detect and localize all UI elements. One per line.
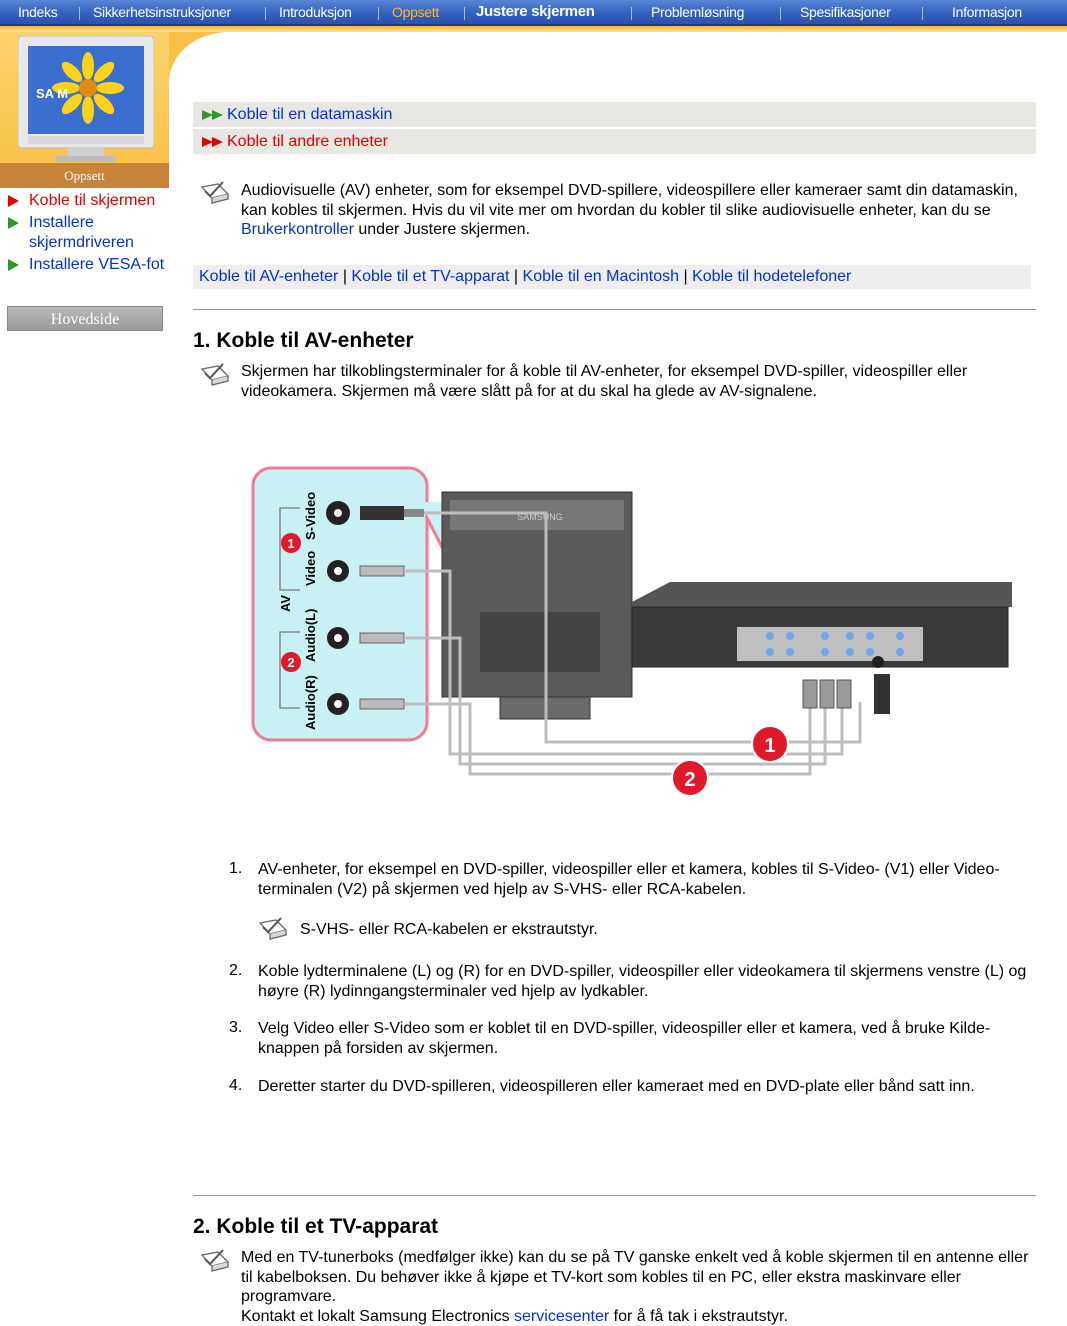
divider bbox=[193, 309, 1036, 310]
contact-text: Kontakt et lokalt Samsung Electronics bbox=[241, 1308, 514, 1325]
section1-title: 1. Koble til AV-enheter bbox=[193, 329, 414, 353]
intro-text-end: under Justere skjermen. bbox=[354, 221, 530, 238]
sidebar-item-koble-til-skjermen[interactable] bbox=[8, 191, 168, 211]
svg-text:2: 2 bbox=[684, 769, 695, 791]
svg-text:AV: AV bbox=[278, 595, 293, 612]
step-number: 4. bbox=[229, 1077, 242, 1095]
link-tv-apparat[interactable]: Koble til et TV-apparat bbox=[351, 268, 509, 285]
nav-problemlosning[interactable]: Problemløsning bbox=[651, 4, 744, 20]
sidebar-item-installere-vesa-fot[interactable] bbox=[8, 255, 168, 275]
nav-spesifikasjoner[interactable]: Spesifikasjoner bbox=[800, 4, 890, 20]
note-icon bbox=[199, 1248, 231, 1276]
cable-note: S-VHS- eller RCA-kabelen er ekstrautstyr. bbox=[300, 920, 598, 940]
link-separator: | bbox=[514, 268, 518, 285]
sidebar-menu bbox=[8, 191, 168, 277]
av-connection-diagram bbox=[250, 462, 1014, 808]
link-hodetelefoner[interactable]: Koble til hodetelefoner bbox=[692, 268, 851, 285]
intro-paragraph bbox=[241, 181, 1031, 240]
step-number: 2. bbox=[229, 962, 242, 980]
divider bbox=[193, 1195, 1036, 1196]
link-separator: | bbox=[684, 268, 688, 285]
home-button[interactable]: Hovedside bbox=[7, 306, 163, 331]
step-text: Velg Video eller S-Video som er koblet til en DVD-spiller, videospiller eller et kamera, ved å bruke Kilde-knappen på forsiden av skjermen. bbox=[258, 1019, 1028, 1058]
sidebar-item-label[interactable]: Installere skjermdriveren bbox=[29, 213, 168, 253]
connect-other-row[interactable] bbox=[193, 129, 1036, 155]
sidebar-item-label[interactable]: Installere VESA-fot bbox=[29, 255, 164, 275]
nav-separator bbox=[265, 7, 266, 20]
note-icon bbox=[199, 180, 231, 208]
step-text: AV-enheter, for eksempel en DVD-spiller, videospiller eller et kamera, kobles til S-Video- (V1) eller Video-terminalen (V2) på skjermen ved hjelp av S-VHS- eller RCA-kabelen. bbox=[258, 860, 1028, 899]
svg-text:Audio(L): Audio(L) bbox=[303, 609, 318, 662]
svg-text:1: 1 bbox=[287, 536, 294, 551]
note-icon bbox=[257, 916, 289, 944]
double-arrow-icon bbox=[193, 129, 227, 155]
nav-separator bbox=[378, 7, 379, 20]
link-av-enheter[interactable]: Koble til AV-enheter bbox=[199, 268, 338, 285]
section2-contact bbox=[241, 1307, 1031, 1326]
intro-text: Audiovisuelle (AV) enheter, som for eksempel DVD-spillere, videospillere eller kameraer samt din datamaskin, kan kobles til skjermen. Hvis du vil vite mer om hvordan du kobler til slike audiovisuelle enheter, kan du se bbox=[241, 182, 1018, 219]
nav-separator bbox=[780, 7, 781, 20]
brukerkontroller-link[interactable]: Brukerkontroller bbox=[241, 221, 354, 238]
svg-text:2: 2 bbox=[287, 655, 294, 670]
top-navigation bbox=[0, 0, 1067, 26]
nav-introduksjon[interactable]: Introduksjon bbox=[279, 4, 352, 20]
header-curve bbox=[169, 32, 289, 92]
note-icon bbox=[199, 362, 231, 390]
nav-justere-skjermen[interactable]: Justere skjermen bbox=[476, 3, 595, 20]
nav-separator bbox=[631, 7, 632, 20]
sidebar-section-label: Oppsett bbox=[0, 163, 169, 188]
svg-text:Video: Video bbox=[303, 551, 318, 586]
section-link-bar bbox=[193, 265, 1031, 289]
section2-paragraph bbox=[241, 1248, 1031, 1326]
sidebar-item-label[interactable]: Koble til skjermen bbox=[29, 191, 155, 211]
nav-oppsett[interactable]: Oppsett bbox=[392, 4, 439, 20]
svg-text:SAMSUNG: SAMSUNG bbox=[517, 512, 563, 522]
connect-other-link[interactable]: Koble til andre enheter bbox=[227, 133, 388, 151]
nav-informasjon[interactable]: Informasjon bbox=[952, 4, 1022, 20]
nav-separator bbox=[922, 7, 923, 20]
section2-text: Med en TV-tunerboks (medfølger ikke) kan du se på TV ganske enkelt ved å koble skjermen til en antenne eller til kabelboksen. Du behøver ikke å kjøpe et TV-kort som kobles til en PC, eller ekstra maskinvare eller programvare. bbox=[241, 1248, 1031, 1307]
connect-computer-row[interactable] bbox=[193, 102, 1036, 128]
nav-separator bbox=[464, 7, 465, 20]
arrow-right-icon bbox=[8, 259, 19, 271]
nav-indeks[interactable]: Indeks bbox=[18, 4, 57, 20]
step-text: Deretter starter du DVD-spilleren, videospilleren eller kameraet med en DVD-plate eller bånd satt inn. bbox=[258, 1077, 1028, 1097]
monitor-image bbox=[18, 36, 154, 164]
svg-text:S-Video: S-Video bbox=[303, 492, 318, 540]
step-text: Koble lydterminalene (L) og (R) for en DVD-spiller, videospiller eller videokamera til skjermens venstre (L) og høyre (R) lydinngangsterminaler ved hjelp av lydkabler. bbox=[258, 962, 1028, 1001]
nav-sikkerhetsinstruksjoner[interactable]: Sikkerhetsinstruksjoner bbox=[93, 4, 231, 20]
step-number: 3. bbox=[229, 1019, 242, 1037]
double-arrow-icon bbox=[193, 102, 227, 128]
connect-computer-link[interactable]: Koble til en datamaskin bbox=[227, 106, 392, 124]
contact-text-end: for å få tak i ekstrautstyr. bbox=[609, 1308, 788, 1325]
nav-separator bbox=[79, 7, 80, 20]
section2-title: 2. Koble til et TV-apparat bbox=[193, 1215, 438, 1239]
svg-text:SA M: SA M bbox=[36, 86, 68, 101]
arrow-right-icon bbox=[8, 217, 19, 229]
step-number: 1. bbox=[229, 860, 242, 878]
svg-text:Audio(R): Audio(R) bbox=[303, 675, 318, 730]
arrow-right-icon bbox=[8, 195, 19, 207]
section1-intro: Skjermen har tilkoblingsterminaler for å koble til AV-enheter, for eksempel DVD-spiller, videospiller eller videokamera. Skjermen må være slått på for at du skal ha glede av AV-signalene. bbox=[241, 362, 1036, 401]
sidebar-item-installere-skjermdriveren[interactable] bbox=[8, 213, 168, 253]
servicesenter-link[interactable]: servicesenter bbox=[514, 1308, 609, 1325]
link-macintosh[interactable]: Koble til en Macintosh bbox=[523, 268, 680, 285]
svg-text:1: 1 bbox=[764, 735, 775, 757]
link-separator: | bbox=[343, 268, 347, 285]
